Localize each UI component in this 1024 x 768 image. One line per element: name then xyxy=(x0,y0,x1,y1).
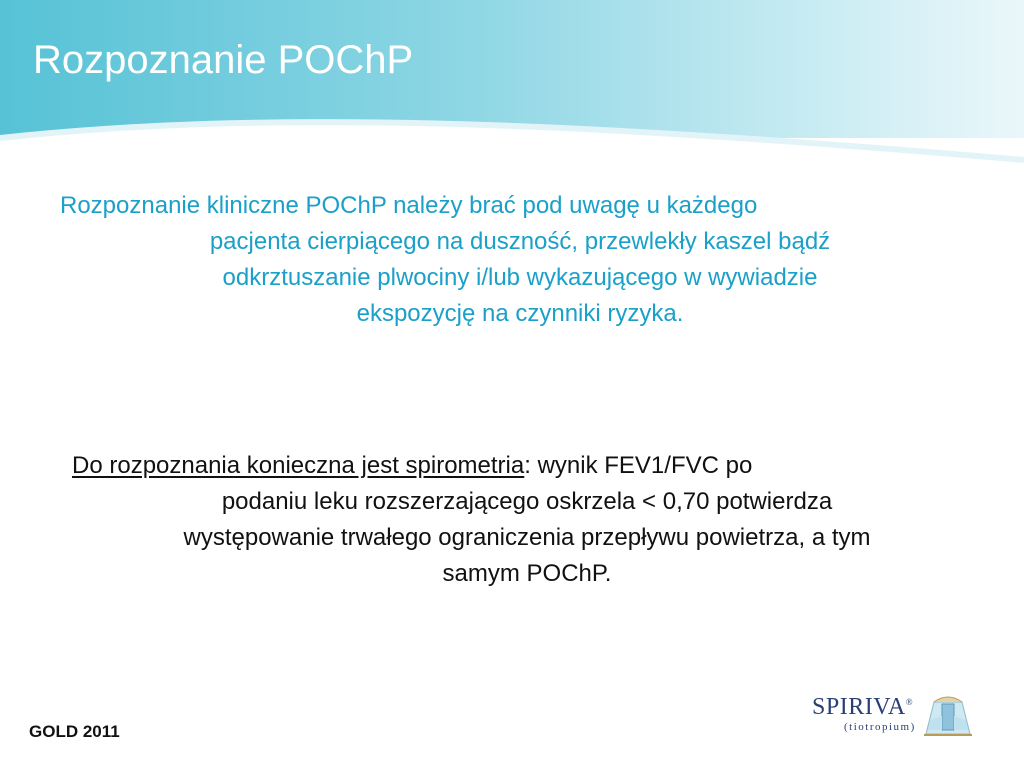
spirometry-emphasis: Do rozpoznania konieczna jest spirometria xyxy=(72,452,525,479)
slide-title: Rozpoznanie POChP xyxy=(33,38,414,82)
spirometry-paragraph xyxy=(72,448,982,592)
paragraph-line: ekspozycję na czynniki ryzyka. xyxy=(356,300,684,327)
clinical-diagnosis-paragraph xyxy=(60,188,980,332)
inhaler-icon xyxy=(920,690,976,738)
paragraph-line: samym POChP. xyxy=(442,560,612,587)
paragraph-line: występowanie trwałego ograniczenia przepływu powietrza, a tym xyxy=(183,524,871,551)
paragraph-line: odkrztuszanie plwociny i/lub wykazującego w wywiadzie xyxy=(222,264,818,291)
logo-brand-name: SPIRIVA xyxy=(812,694,906,720)
paragraph-line-rest: : wynik FEV1/FVC po xyxy=(524,452,753,479)
logo-registered-mark: ® xyxy=(905,697,914,707)
logo-brand xyxy=(812,694,913,721)
paragraph-line: pacjenta cierpiącego na duszność, przewlekły kaszel bądź xyxy=(209,228,831,255)
paragraph-line: podaniu leku rozszerzającego oskrzela < 0,70 potwierdza xyxy=(221,488,833,515)
paragraph-line: Rozpoznanie kliniczne POChP należy brać pod uwagę u każdego xyxy=(60,192,758,219)
logo-subtitle: (tiotropium) xyxy=(844,721,916,733)
header-wave-decoration xyxy=(0,90,1024,180)
spiriva-logo xyxy=(812,690,982,742)
source-citation: GOLD 2011 xyxy=(29,722,120,741)
paragraph-line xyxy=(72,448,982,484)
